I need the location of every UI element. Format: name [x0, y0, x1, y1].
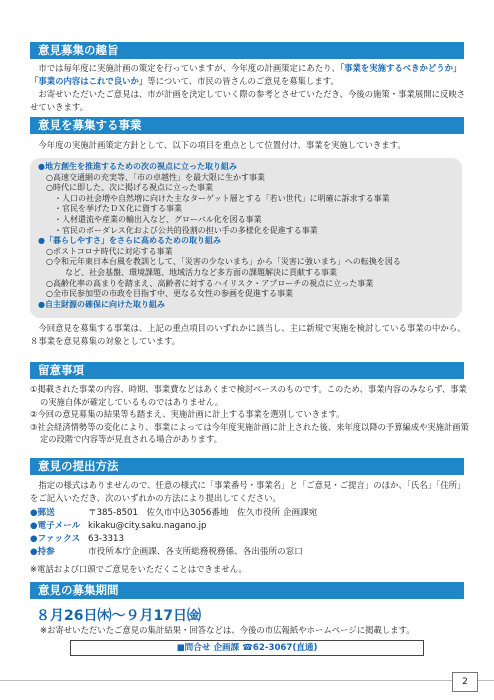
projects-intro: 今年度の実施計画策定方針として、以下の項目を重点として位置付け、事業を実施していきます。 [38, 140, 406, 150]
purpose-text-a: 市では毎年度に実施計画の策定を行っていますが、今年度の計画策定にあたり、 [38, 63, 340, 73]
list-subitem: ・人材還流や産業の輸出入など、グローバル化を図る事業 [54, 214, 262, 224]
purpose-paragraph-2: お寄せいただいたご意見は、市が計画を決定していく際の参考とさせていただき、今後の施策・事業展開に反映させていきます。 [30, 89, 466, 112]
contact-label: ●ファックス [30, 534, 81, 544]
category-label: ●自主財源の確保に向けた取り組み [38, 299, 165, 309]
page-number: 2 [452, 672, 478, 692]
note-item: ②今回の意見募集の結果等も踏まえ、実施計画に計上する事業を選別していきます。 [30, 409, 345, 420]
list-subitem: ・人口の社会増や自然増に向けた主なターゲット層とする「若い世代」に明確に訴求する事業 [54, 193, 390, 203]
priority-box [30, 158, 462, 318]
contact-value: 63-3313 [88, 534, 124, 544]
notes-list [30, 383, 470, 446]
section-header-notes: 留意事項 [30, 362, 464, 379]
list-item-continuation: など、社会基盤、環境課題、地域活力など多方面の課題解決に貢献する事業 [65, 267, 337, 277]
contact-in-person [30, 546, 303, 558]
contact-label: ●郵送 [30, 508, 55, 518]
contact-mail [30, 507, 317, 519]
contact-label: ●電子メール [30, 521, 81, 531]
list-item: ○時代に即した、次に掲げる視点に立った事業 [46, 183, 213, 193]
submission-note: ※電話および口頭でご意見をいただくことはできません。 [30, 564, 247, 574]
period-note: ※お寄せいただいたご意見の集計結果・回答などは、今後の市広報紙やホームページに掲載します。 [40, 625, 415, 635]
list-item: ○令和元年東日本台風を教訓として、「災害の少ないまち」から「災害に強いまち」への転換を図る [46, 257, 401, 267]
category-label: ●地方創生を推進するための次の視点に立った取り組み [38, 162, 237, 171]
note-item: ③社会経済情勢等の変化により、事業によっては今年度実施計画に計上された後、来年度以降の予算編成や実施計画策定の段階で内容等が見直される場合があります。 [30, 421, 469, 445]
list-item: ○高速交通網の充実等、「市の卓越性」を最大限に生かす事業 [46, 172, 265, 182]
purpose-text-c: 等について、市民の皆さんのご意見を募集します。 [147, 75, 339, 86]
contact-fax [30, 533, 124, 545]
note-item: ①掲載された事業の内容、時期、事業費などはあくまで検討ベースのものです。このため、事業内容のみならず、事業の実施自体が確定しているものではありません。 [30, 384, 467, 407]
contact-value: 〒385-8501 佐久市中込3056番地 佐久市役所 企画課宛 [88, 508, 318, 518]
section-header-submission: 意見の提出方法 [30, 458, 464, 475]
section-header-purpose: 意見募集の趣旨 [30, 42, 464, 59]
category-label: ●「暮らしやすさ」をさらに高めるための取り組み [38, 236, 221, 246]
period-dates: ８月26日㈭～９月17日㈮ [36, 608, 201, 624]
list-subitem: ・官民のボーダレス化および公共的役割の担い手の多様化を促進する事業 [54, 225, 318, 235]
list-item: ○高齢化率の高まりを踏まえ、高齢者に対するハイリスク・アプローチの視点に立った事業 [46, 278, 374, 288]
submission-intro: 指定の様式はありませんので、任意の様式に「事業番号・事業名」と「ご意見・ご提言」のほか、「氏名」「住所」をご記入いただき、次のいずれかの方法により提出してください。 [30, 480, 466, 503]
section-header-projects: 意見を募集する事業 [30, 117, 464, 134]
purpose-text-emphasis: 「事業を実施するべきかどうか」「事業の内容はこれで良いか」 [30, 63, 462, 86]
list-subitem: ・官民を挙げたＤＸ化に資する事業 [54, 204, 182, 214]
inquiry-box: ■問合せ 企画課 ☎62-3067(直通) [70, 640, 424, 656]
contact-value: 市役所本庁企画課、各支所総務税務係、各出張所の窓口 [88, 547, 303, 557]
page-divider [0, 680, 494, 681]
contact-label: ●持参 [30, 547, 55, 557]
email-link[interactable]: kikaku@city.saku.nagano.jp [88, 521, 207, 531]
purpose-paragraph-1 [30, 62, 470, 87]
section-header-period: 意見の募集期間 [30, 582, 464, 599]
list-item: ○全市民参加型の市政を目指す中、更なる女性の参画を促進する事業 [46, 289, 293, 299]
contact-email [30, 520, 206, 532]
list-item: ○ポストコロナ時代に対応する事業 [46, 246, 173, 256]
projects-outro: 今回意見を募集する事業は、上記の重点項目のいずれかに該当し、主に新規で実施を検討している事業の中から、８事業を意見募集の対象としています。 [30, 323, 466, 346]
